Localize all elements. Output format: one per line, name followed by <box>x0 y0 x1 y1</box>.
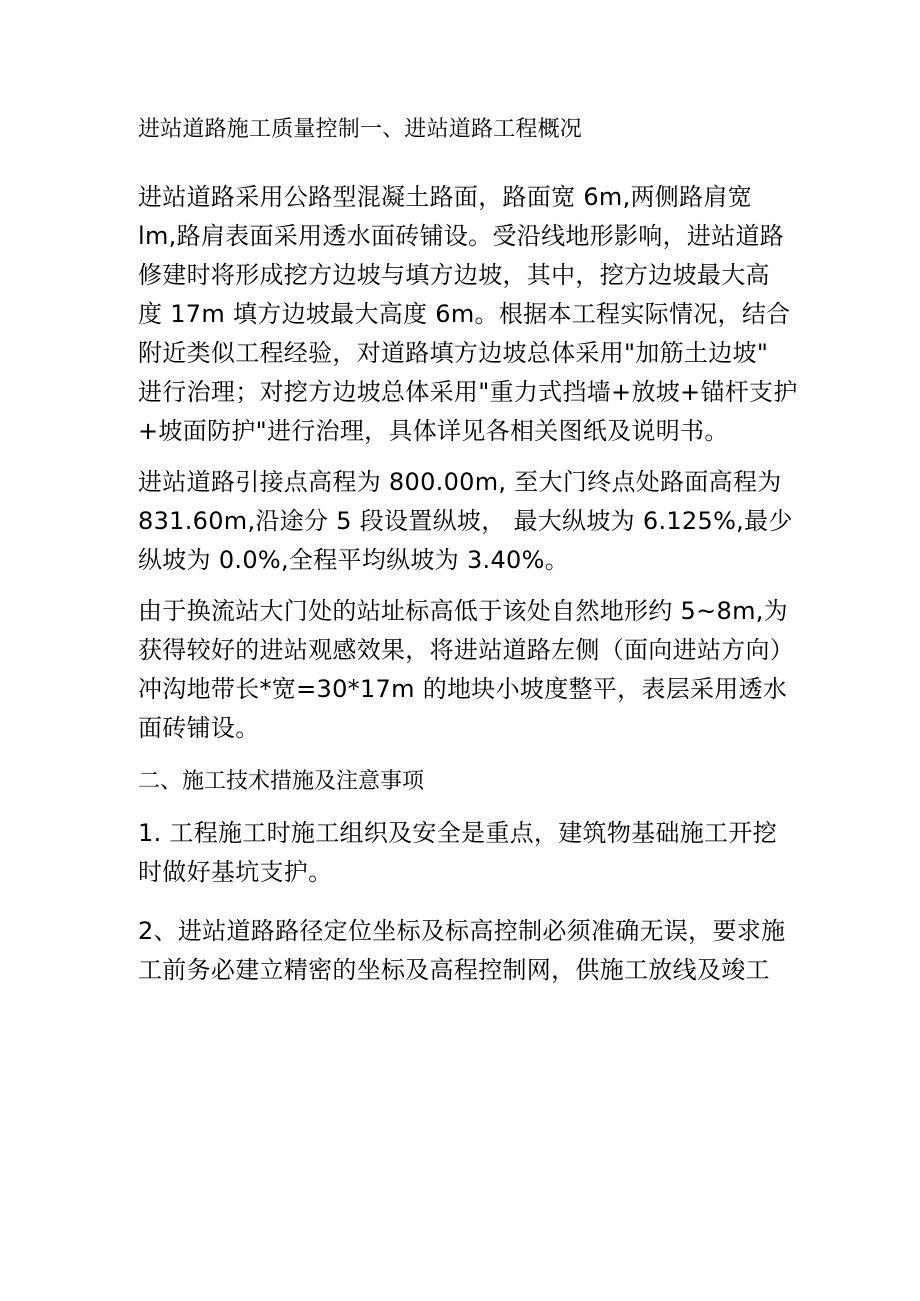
overview-paragraph-1 <box>138 178 802 451</box>
measure-item-2 <box>138 912 802 990</box>
measure-item-1 <box>138 814 802 892</box>
text-line: 进行治理；对挖方边坡总体采用"重力式挡墙+放坡+锚杆支护 <box>138 378 798 406</box>
text-line: 纵坡为 0.0%,全程平均纵坡为 3.40%。 <box>138 546 570 574</box>
text-line: +坡面防护"进行治理，具体详见各相关图纸及说明书。 <box>138 417 729 445</box>
text-line: lm,路肩表面采用透水面砖铺设。受沿线地形影响，进站道路 <box>138 222 785 250</box>
text-line: 1. 工程施工时施工组织及安全是重点，建筑物基础施工开挖 <box>138 819 777 847</box>
text-line: 获得较好的进站观感效果，将进站道路左侧（面向进站方向） <box>138 636 795 664</box>
text-line: 进站道路采用公路型混凝土路面，路面宽 6m,两侧路肩宽 <box>138 183 753 211</box>
text-line: 工前务必建立精密的坐标及高程控制网，供施工放线及竣工 <box>138 956 770 984</box>
text-line: 面砖铺设。 <box>138 714 260 742</box>
overview-paragraph-2 <box>138 463 802 580</box>
text-line: 由于换流站大门处的站址标高低于该处自然地形约 5~8m,为 <box>138 597 788 625</box>
text-line: 修建时将形成挖方边坡与填方边坡，其中，挖方边坡最大高 <box>138 261 770 289</box>
text-line: 附近类似工程经验，对道路填方边坡总体采用"加筋土边坡" <box>138 339 769 367</box>
text-line: 时做好基坑支护。 <box>138 858 333 886</box>
text-line: 831.60m,沿途分 5 段设置纵坡， 最大纵坡为 6.125%,最少 <box>138 507 793 535</box>
text-line: 度 17m 填方边坡最大高度 6m。根据本工程实际情况，结合 <box>138 300 791 328</box>
text-line: 冲沟地带长*宽=30*17m 的地块小坡度整平，表层采用透水 <box>138 675 788 703</box>
text-line: 进站道路引接点高程为 800.00m, 至大门终点处路面高程为 <box>138 468 782 496</box>
overview-paragraph-3 <box>138 592 802 748</box>
text-line: 2、进站道路路径定位坐标及标高控制必须准确无误，要求施 <box>138 917 786 945</box>
document-title: 进站道路施工质量控制一、进站道路工程概况 <box>138 117 583 142</box>
section-2-heading: 二、施工技术措施及注意事项 <box>138 769 425 794</box>
